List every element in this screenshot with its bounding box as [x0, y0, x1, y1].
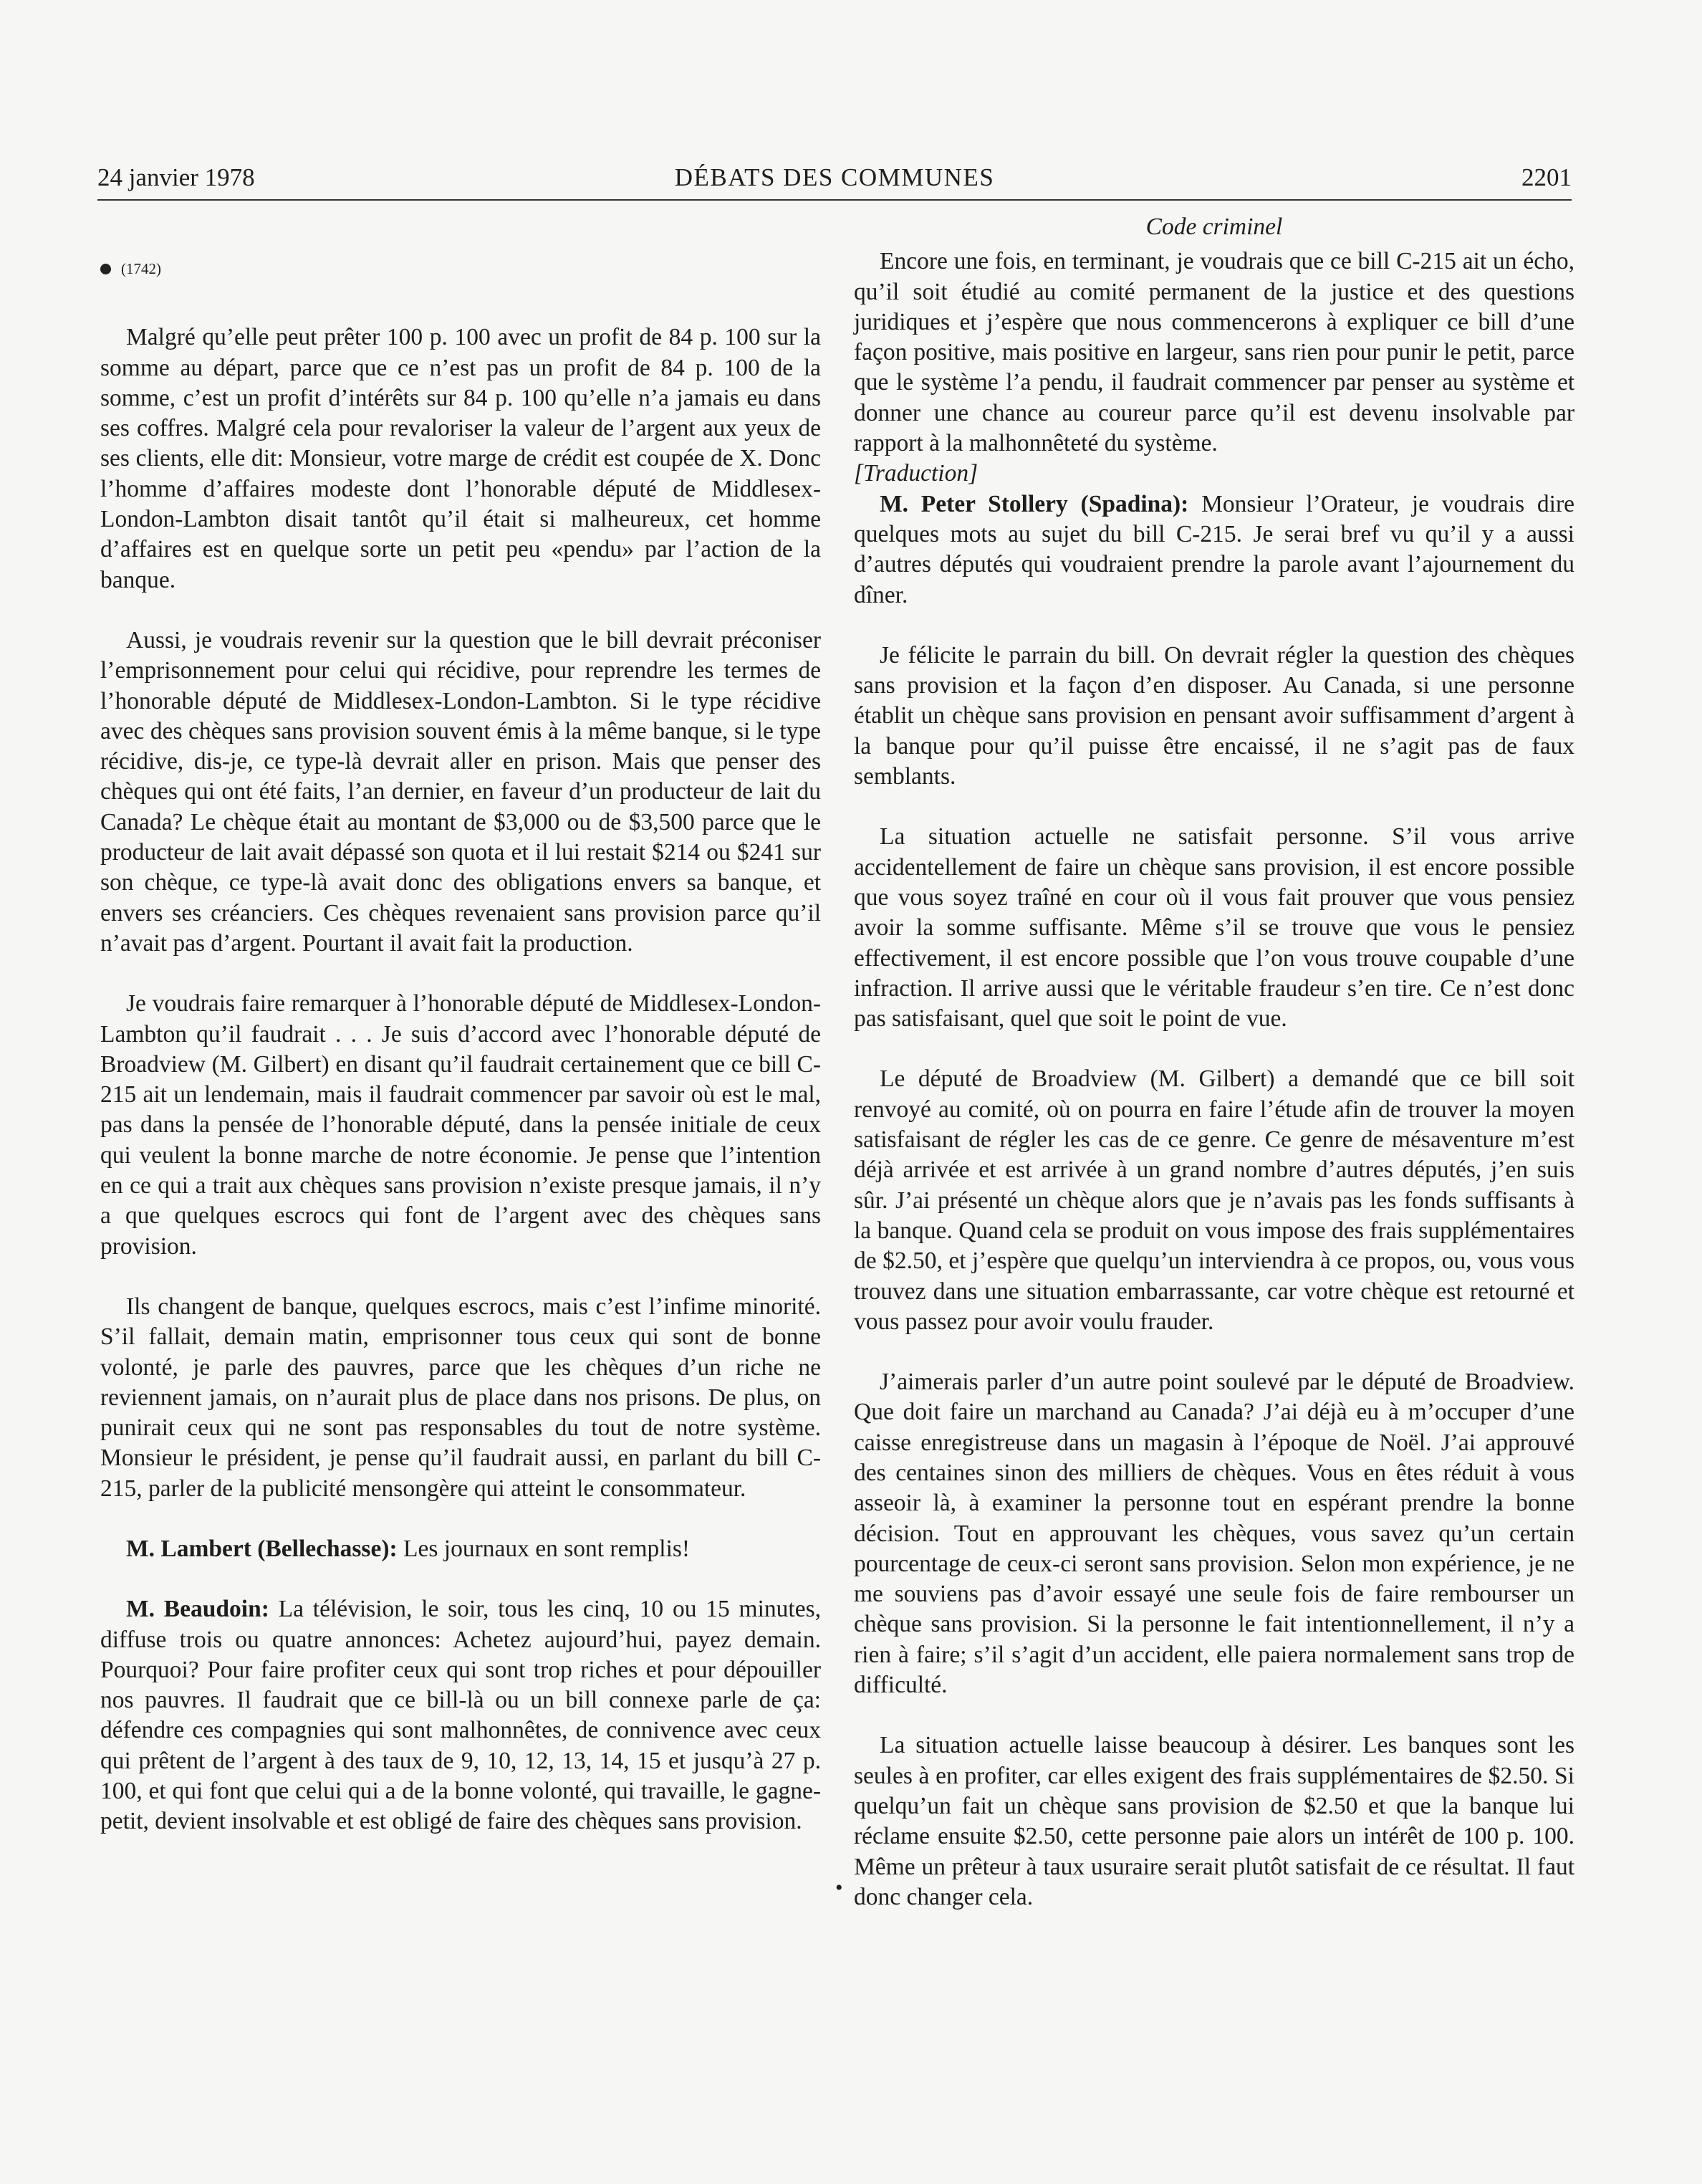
paragraph: Aussi, je voudrais revenir sur la question que le bill devrait préconiser l’emprisonnement pour celui qui récidive, pour reprendre les termes de l’honorable député de Middlesex-London-Lambton. Si le type récidive avec des chèques sans provision souvent émis à la même banque, si le type récidive, dis-je, ce type-là devrait aller en prison. Mais que penser des chèques qui ont été faits, l’an dernier, en faveur d’un producteur de lait du Canada? Le chèque était au montant de $3,000 ou de $3,500 parce que le producteur de lait avait dépassé son quota et il lui restait $214 ou $241 sur son chèque, ce type-là avait donc des obligations envers sa banque, et envers ses créanciers. Ces chèques revenaient sans provision parce qu’il n’avait pas d’argent. Pourtant il avait fait la production.: [100, 626, 821, 957]
speech-text: Monsieur l’Orateur, je voudrais dire quelques mots au sujet du bill C-215. Je serai bref vu qu’il y a aussi d’autres députés qui voudraient prendre la parole avant l’ajournement du dîner.: [854, 490, 1574, 608]
header-date: 24 janvier 1978: [97, 163, 255, 191]
speech-text: La télévision, le soir, tous les cinq, 10 ou 15 minutes, diffuse trois ou quatre annonces: Achetez aujourd’hui, payez demain. Pourquoi? Pour faire profiter ceux qui sont trop riches et pour dépouiller nos pauvres. Il faudrait que ce bill-là ou un bill connexe parle de ça: défendre ces compagnies qui sont malhonnêtes, de connivence avec ceux qui prêtent de l’argent à des taux de 9, 10, 12, 13, 14, 15 et jusqu’à 27 p. 100, et qui font que celui qui a de la bonne volonté, qui travaille, le gagne-petit, devient insolvable et est obligé de faire des chèques sans provision.: [100, 1596, 821, 1835]
paragraph: La situation actuelle ne satisfait personne. S’il vous arrive accidentellement de faire un chèque sans provision, il est encore possible que vous soyez traîné en cour où il vous fait prouver que vous pensiez avoir la somme suffisante. Même s’il se trouve que vous le pensiez effectivement, il est encore possible que l’on vous trouve coupable d’une infraction. Il arrive aussi que le véritable fraudeur s’en tire. Ce n’est donc pas satisfaisant, quel que soit le point de vue.: [854, 823, 1574, 1033]
speaker-name: M. Peter Stollery (Spadina):: [880, 490, 1189, 517]
timestamp: (1742): [121, 260, 161, 277]
paragraph: Malgré qu’elle peut prêter 100 p. 100 avec un profit de 84 p. 100 sur la somme au départ, parce que ce n’est pas un profit de 84 p. 100 de la somme, c’est un profit d’intérêts sur 84 p. 100 qu’elle n’a jamais eu dans ses coffres. Malgré cela pour revaloriser la valeur de l’argent aux yeux de ses clients, elle dit: Monsieur, votre marge de crédit est coupée de X. Donc l’homme d’affaires modeste dont l’honorable député de Middlesex-London-Lambton disait tantôt qu’il était si malheureux, cet homme d’affaires est en quelque sorte un petit peu «pendu» par l’action de la banque.: [100, 324, 821, 593]
translation-note: [Traduction]: [854, 460, 979, 487]
paragraph: Ils changent de banque, quelques escrocs, mais c’est l’infime minorité. S’il fallait, demain matin, emprisonner tous ceux qui sont de bonne volonté, je parle des pauvres, parce que les chèques d’un riche ne reviennent jamais, on n’aurait plus de place dans nos prisons. De plus, on punirait ceux qui ne sont pas responsables du tout de notre système. Monsieur le président, je pense qu’il faudrait aussi, en parlant du bill C-215, parler de la publicité mensongère qui atteint le consommateur.: [100, 1293, 821, 1502]
paragraph: Le député de Broadview (M. Gilbert) a demandé que ce bill soit renvoyé au comité, où on pourra en faire l’étude afin de trouver la moyen satisfaisant de régler les cas de ce genre. Ce genre de mésaventure m’est déjà arrivée et est arrivée à un grand nombre d’autres députés, j’en suis sûr. J’ai présenté un chèque alors que je n’avais pas les fonds suffisants à la banque. Quand cela se produit on vous impose des frais supplémentaires de $2.50, et j’espère que quelqu’un interviendra à ce propos, ou, vous vous trouvez dans une situation embarrassante, car votre chèque est retourné et vous passez pour avoir voulu frauder.: [854, 1065, 1574, 1335]
speech-paragraph: [100, 1534, 821, 1564]
page-header: [97, 163, 1572, 201]
paragraph: Je félicite le parrain du bill. On devrait régler la question des chèques sans provision et la façon d’en disposer. Au Canada, si une personne établit un chèque sans provision en pensant avoir suffisamment d’argent à la banque pour qu’il puisse être encaissé, il ne s’agit pas de faux semblants.: [854, 641, 1574, 790]
header-page-number: 2201: [1521, 163, 1572, 191]
paragraph: La situation actuelle laisse beaucoup à désirer. Les banques sont les seules à en profiter, car elles exigent des frais supplémentaires de $2.50. Si quelqu’un fait un chèque sans provision de $2.50 et que la banque lui réclame ensuite $2.50, cette personne paie alors un intérêt de 100 p. 100. Même un prêteur à taux usuraire serait plutôt satisfait de ce résultat. Il faut donc changer cela.: [854, 1732, 1574, 1910]
margin-mark: •: [835, 1876, 843, 1900]
paragraph: Je voudrais faire remarquer à l’honorable député de Middlesex-London-Lambton qu’il faudrait . . . Je suis d’accord avec l’honorable député de Broadview (M. Gilbert) en disant qu’il faudrait certainement que ce bill C-215 ait un lendemain, mais il faudrait commencer par savoir où est le mal, pas dans la pensée de l’honorable député, dans la pensée initiale de ceux qui veulent la bonne marche de notre économie. Je pense que l’intention en ce qui a trait aux chèques sans provision n’existe presque jamais, il n’y a que quelques escrocs qui font de l’argent avec des chèques sans provision.: [100, 990, 821, 1260]
speech-paragraph: [100, 1594, 821, 1836]
speaker-name: M. Beaudoin:: [126, 1596, 269, 1623]
paragraph: Encore une fois, en terminant, je voudrais que ce bill C-215 ait un écho, qu’il soit étudié au comité permanent de la justice et des questions juridiques et j’espère que nous commencerons à expliquer ce bill d’une façon positive, mais positive en largeur, sans rien pour punir le petit, parce que le système l’a pendu, il faudrait commencer par penser au système et donner une chance au coureur parce qu’il est devenu insolvable par rapport à la malhonnêteté du système.: [854, 248, 1574, 457]
speech-text: Les journaux en sont remplis!: [397, 1535, 691, 1562]
section-title: Code criminel: [1145, 214, 1283, 240]
bullet-icon: [100, 264, 111, 274]
paragraph: J’aimerais parler d’un autre point soulevé par le député de Broadview. Que doit faire un marchand au Canada? J’ai déjà eu à m’occuper d’une caisse enregistreuse dans un magasin à l’époque de Noël. J’ai approuvé des centaines sinon des milliers de chèques. Vous en êtes réduit à vous asseoir là, à examiner la personne tout en espérant prendre la bonne décision. Tout en approuvant les chèques, vous savez qu’un certain pourcentage de ceux-ci seront sans provision. Selon mon expérience, je ne me souviens pas d’avoir essayé une seule fois de faire rembourser un chèque sans provision. Si la personne le fait intentionnellement, il n’y a rien à faire; s’il s’agit d’un accident, elle paiera normalement sans trop de difficulté.: [854, 1369, 1574, 1699]
header-title: DÉBATS DES COMMUNES: [674, 163, 995, 191]
timestamp-marker: [100, 254, 821, 284]
speech-paragraph: [854, 489, 1574, 610]
speaker-name: M. Lambert (Bellechasse):: [126, 1535, 398, 1562]
left-column: [100, 212, 821, 1837]
right-column: [854, 212, 1574, 1912]
